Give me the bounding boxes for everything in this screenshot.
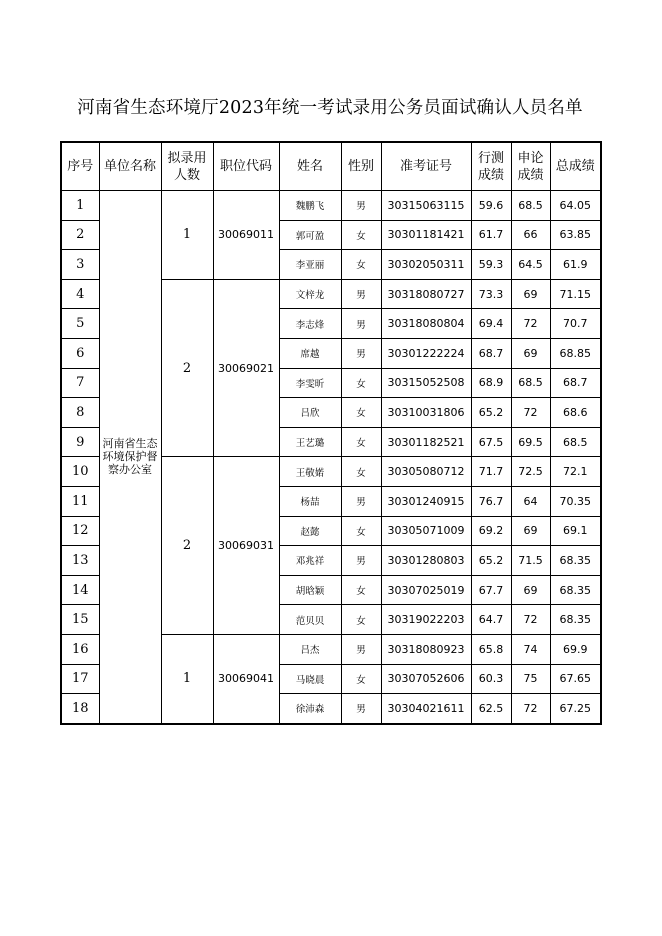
shenlun-score-cell: 64.5 [511,250,550,280]
xingce-score-cell: 69.4 [471,309,511,339]
xingce-score-cell: 71.7 [471,457,511,487]
total-score-cell: 68.6 [550,398,601,428]
exam-id-cell: 30301240915 [381,486,471,516]
gender-cell: 男 [341,634,381,664]
total-score-cell: 71.15 [550,279,601,309]
total-score-cell: 68.35 [550,575,601,605]
total-score-cell: 70.7 [550,309,601,339]
table-body [61,191,601,724]
planned-count-cell: 2 [161,279,213,457]
page-title: 河南省生态环境厅2023年统一考试录用公务员面试确认人员名单 [77,98,583,118]
gender-cell: 女 [341,250,381,280]
exam-id-cell: 30301280803 [381,546,471,576]
header-gender: 性别 [341,142,381,191]
total-score-cell: 67.65 [550,664,601,694]
shenlun-score-cell: 72 [511,694,550,724]
gender-cell: 男 [341,309,381,339]
exam-id-cell: 30302050311 [381,250,471,280]
gender-cell: 女 [341,398,381,428]
xingce-score-cell: 62.5 [471,694,511,724]
shenlun-score-cell: 71.5 [511,546,550,576]
header-exam-id: 准考证号 [381,142,471,191]
shenlun-score-cell: 72 [511,605,550,635]
total-score-cell: 70.35 [550,486,601,516]
seq-cell: 18 [61,694,99,724]
gender-cell: 女 [341,220,381,250]
header-unit: 单位名称 [99,142,161,191]
name-cell: 魏鹏飞 [279,191,341,221]
xingce-score-cell: 65.2 [471,398,511,428]
total-score-cell: 72.1 [550,457,601,487]
seq-cell: 3 [61,250,99,280]
exam-id-cell: 30305080712 [381,457,471,487]
xingce-score-cell: 59.6 [471,191,511,221]
total-score-cell: 61.9 [550,250,601,280]
seq-cell: 7 [61,368,99,398]
xingce-score-cell: 69.2 [471,516,511,546]
name-cell: 文梓龙 [279,279,341,309]
exam-id-cell: 30318080923 [381,634,471,664]
exam-id-cell: 30307025019 [381,575,471,605]
candidate-table [60,141,602,725]
name-cell: 王艺璐 [279,427,341,457]
planned-count-cell: 1 [161,191,213,280]
name-cell: 李亚丽 [279,250,341,280]
position-code-cell: 30069031 [213,457,279,635]
gender-cell: 男 [341,486,381,516]
header-position-code: 职位代码 [213,142,279,191]
shenlun-score-cell: 66 [511,220,550,250]
gender-cell: 男 [341,191,381,221]
seq-cell: 1 [61,191,99,221]
xingce-score-cell: 60.3 [471,664,511,694]
seq-cell: 15 [61,605,99,635]
total-score-cell: 69.9 [550,634,601,664]
name-cell: 范贝贝 [279,605,341,635]
shenlun-score-cell: 68.5 [511,191,550,221]
exam-id-cell: 30315063115 [381,191,471,221]
shenlun-score-cell: 74 [511,634,550,664]
seq-cell: 11 [61,486,99,516]
xingce-score-cell: 65.2 [471,546,511,576]
exam-id-cell: 30305071009 [381,516,471,546]
total-score-cell: 67.25 [550,694,601,724]
planned-count-cell: 1 [161,634,213,723]
seq-cell: 13 [61,546,99,576]
header-seq: 序号 [61,142,99,191]
exam-id-cell: 30301181421 [381,220,471,250]
name-cell: 席越 [279,338,341,368]
xingce-score-cell: 61.7 [471,220,511,250]
gender-cell: 女 [341,664,381,694]
seq-cell: 6 [61,338,99,368]
name-cell: 吕杰 [279,634,341,664]
exam-id-cell: 30315052508 [381,368,471,398]
exam-id-cell: 30310031806 [381,398,471,428]
shenlun-score-cell: 68.5 [511,368,550,398]
total-score-cell: 68.7 [550,368,601,398]
name-cell: 王敬婼 [279,457,341,487]
seq-cell: 9 [61,427,99,457]
header-total-score: 总成绩 [550,142,601,191]
gender-cell: 男 [341,279,381,309]
seq-cell: 8 [61,398,99,428]
name-cell: 李志烽 [279,309,341,339]
name-cell: 李雯昕 [279,368,341,398]
position-code-cell: 30069011 [213,191,279,280]
seq-cell: 17 [61,664,99,694]
exam-id-cell: 30301182521 [381,427,471,457]
total-score-cell: 68.35 [550,605,601,635]
position-code-cell: 30069021 [213,279,279,457]
unit-name-cell: 河南省生态环境保护督察办公室 [99,191,161,724]
seq-cell: 2 [61,220,99,250]
name-cell: 胡晗颖 [279,575,341,605]
name-cell: 徐沛森 [279,694,341,724]
xingce-score-cell: 67.5 [471,427,511,457]
gender-cell: 女 [341,605,381,635]
xingce-score-cell: 65.8 [471,634,511,664]
name-cell: 杨喆 [279,486,341,516]
shenlun-score-cell: 69.5 [511,427,550,457]
gender-cell: 女 [341,516,381,546]
shenlun-score-cell: 72.5 [511,457,550,487]
total-score-cell: 64.05 [550,191,601,221]
seq-cell: 12 [61,516,99,546]
seq-cell: 16 [61,634,99,664]
exam-id-cell: 30304021611 [381,694,471,724]
name-cell: 马晓晨 [279,664,341,694]
gender-cell: 女 [341,427,381,457]
header-xingce-score: 行测成绩 [471,142,511,191]
xingce-score-cell: 64.7 [471,605,511,635]
gender-cell: 男 [341,694,381,724]
header-shenlun-score: 申论成绩 [511,142,550,191]
gender-cell: 女 [341,575,381,605]
xingce-score-cell: 76.7 [471,486,511,516]
shenlun-score-cell: 72 [511,398,550,428]
total-score-cell: 68.85 [550,338,601,368]
total-score-cell: 63.85 [550,220,601,250]
seq-cell: 14 [61,575,99,605]
header-planned-count: 拟录用人数 [161,142,213,191]
xingce-score-cell: 67.7 [471,575,511,605]
shenlun-score-cell: 72 [511,309,550,339]
seq-cell: 5 [61,309,99,339]
shenlun-score-cell: 69 [511,575,550,605]
xingce-score-cell: 59.3 [471,250,511,280]
gender-cell: 女 [341,457,381,487]
gender-cell: 女 [341,368,381,398]
shenlun-score-cell: 69 [511,516,550,546]
name-cell: 赵懿 [279,516,341,546]
name-cell: 郭可盈 [279,220,341,250]
gender-cell: 男 [341,546,381,576]
xingce-score-cell: 73.3 [471,279,511,309]
header-name: 姓名 [279,142,341,191]
exam-id-cell: 30319022203 [381,605,471,635]
shenlun-score-cell: 75 [511,664,550,694]
name-cell: 吕欣 [279,398,341,428]
total-score-cell: 69.1 [550,516,601,546]
shenlun-score-cell: 69 [511,279,550,309]
table-header [61,142,601,191]
exam-id-cell: 30318080804 [381,309,471,339]
seq-cell: 10 [61,457,99,487]
shenlun-score-cell: 64 [511,486,550,516]
xingce-score-cell: 68.9 [471,368,511,398]
exam-id-cell: 30307052606 [381,664,471,694]
planned-count-cell: 2 [161,457,213,635]
shenlun-score-cell: 69 [511,338,550,368]
xingce-score-cell: 68.7 [471,338,511,368]
seq-cell: 4 [61,279,99,309]
position-code-cell: 30069041 [213,634,279,723]
total-score-cell: 68.5 [550,427,601,457]
name-cell: 邓兆祥 [279,546,341,576]
exam-id-cell: 30318080727 [381,279,471,309]
table-row [61,191,601,221]
gender-cell: 男 [341,338,381,368]
exam-id-cell: 30301222224 [381,338,471,368]
total-score-cell: 68.35 [550,546,601,576]
